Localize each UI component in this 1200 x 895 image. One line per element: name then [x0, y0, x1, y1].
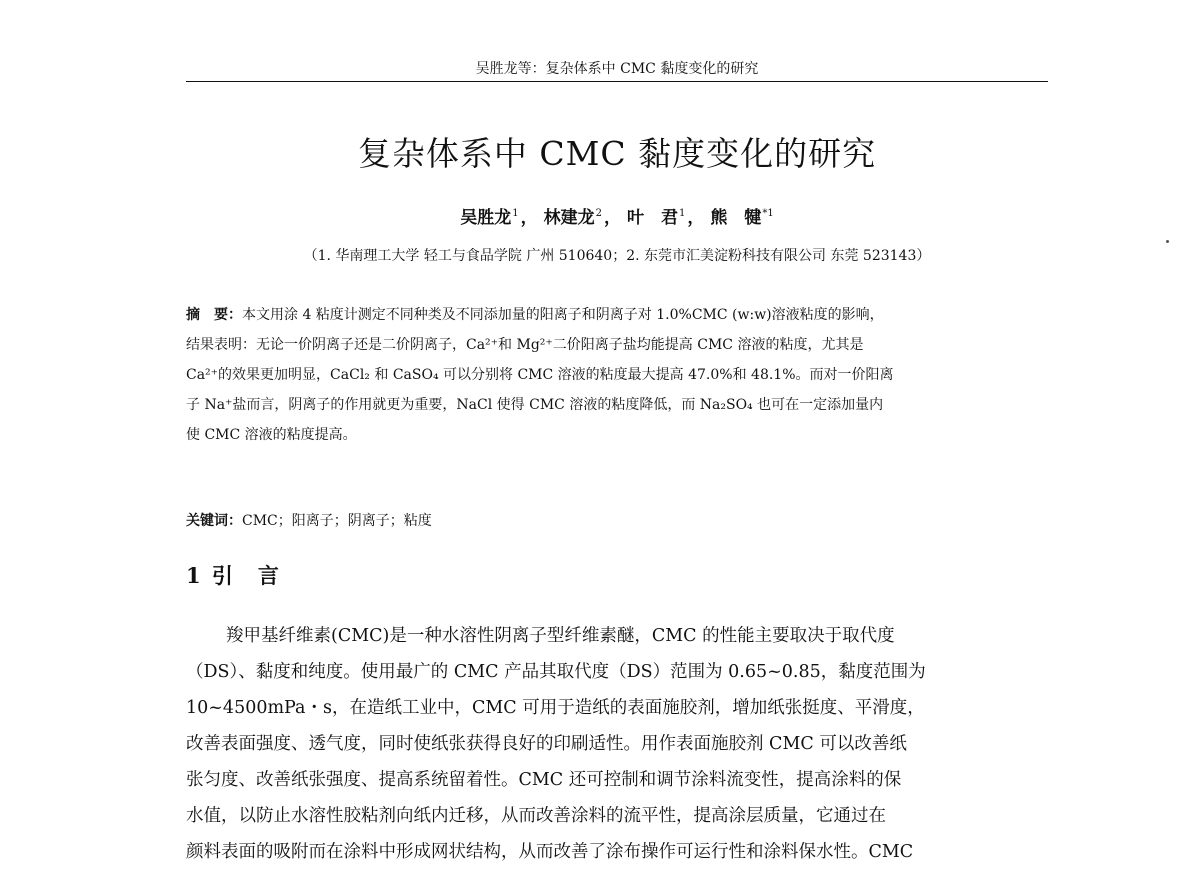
paragraph-line: 水值，以防止水溶性胶粘剂向纸内迁移，从而改善涂料的流平性，提高涂层质量，它通过在 — [186, 806, 886, 826]
author-name: 林建龙$^2$ — [543, 208, 602, 228]
paragraph-line: 羧甲基纤维素(CMC)是一种水溶性阴离子型纤维素醚，CMC 的性能主要取决于取代度 — [226, 626, 895, 646]
abstract-line: Ca²⁺的效果更加明显，CaCl₂ 和 CaSO₄ 可以分别将 CMC 溶液的粘度最大提高 47.0%和 48.1%。而对一价阳离 — [186, 367, 894, 383]
paragraph-line: 10~4500mPa・s，在造纸工业中，CMC 可用于造纸的表面施胶剂，增加纸张挺度、平滑度， — [186, 698, 925, 718]
paragraph-line: 张匀度、改善纸张强度、提高系统留着性。CMC 还可控制和调节涂料流变性，提高涂料的保 — [186, 770, 902, 790]
keywords-label: 关键词： — [186, 513, 242, 529]
keywords — [186, 508, 1048, 534]
section-heading-introduction: 1 引 言 — [186, 563, 281, 588]
affiliation-mark: *1 — [762, 208, 774, 219]
paragraph-line: 颜料表面的吸附而在涂料中形成网状结构，从而改善了涂布操作可运行性和涂料保水性。CMC — [186, 842, 914, 862]
paragraph-line: （DS）、黏度和纯度。使用最广的 CMC 产品其取代度（DS）范围为 0.65~0.85，黏度范围为 — [186, 662, 926, 682]
author-separator: ， — [520, 208, 538, 228]
affiliation-mark: 2 — [595, 208, 602, 219]
abstract-line: 摘 要：本文用涂 4 粘度计测定不同种类及不同添加量的阳离子和阴离子对 1.0%CMC (w:w)溶液粘度的影响， — [186, 307, 884, 323]
running-header: 吴胜龙等：复杂体系中 CMC 黏度变化的研究 — [475, 61, 759, 77]
author-separator: ， — [604, 208, 621, 228]
header-rule — [186, 81, 1048, 82]
abstract-label: 摘 要： — [186, 307, 242, 323]
abstract — [186, 300, 1048, 450]
affiliation-mark: 1 — [512, 208, 519, 219]
author-separator: ， — [687, 208, 705, 228]
author-name: 熊 犍$^{*1}$ — [710, 208, 774, 228]
paper-title: 复杂体系中 CMC 黏度变化的研究 — [357, 134, 877, 173]
author-list — [186, 200, 1048, 232]
affiliation-mark: 1 — [679, 208, 686, 219]
paragraph-line: 改善表面强度、透气度，同时使纸张获得良好的印刷适性。用作表面施胶剂 CMC 可以改善纸 — [186, 734, 907, 754]
abstract-line: 子 Na⁺盐而言，阴离子的作用就更为重要，NaCl 使得 CMC 溶液的粘度降低，而 Na₂SO₄ 也可在一定添加量内 — [186, 397, 884, 413]
keywords-text: CMC；阳离子；阴离子；粘度 — [242, 513, 432, 529]
scan-speck — [1166, 240, 1169, 243]
abstract-line: 结果表明：无论一价阴离子还是二价阴离子，Ca²⁺和 Mg²⁺二价阳离子盐均能提高 CMC 溶液的粘度，尤其是 — [186, 337, 864, 353]
author-name: 叶 君$^1$ — [627, 208, 686, 228]
affiliation-line: （1. 华南理工大学 轻工与食品学院 广州 510640；2. 东莞市汇美淀粉科技有限公司 东莞 523143） — [303, 248, 931, 264]
introduction-paragraph — [186, 618, 1048, 870]
author-name: 吴胜龙$^1$ — [460, 208, 519, 228]
abstract-line: 使 CMC 溶液的粘度提高。 — [186, 427, 357, 443]
